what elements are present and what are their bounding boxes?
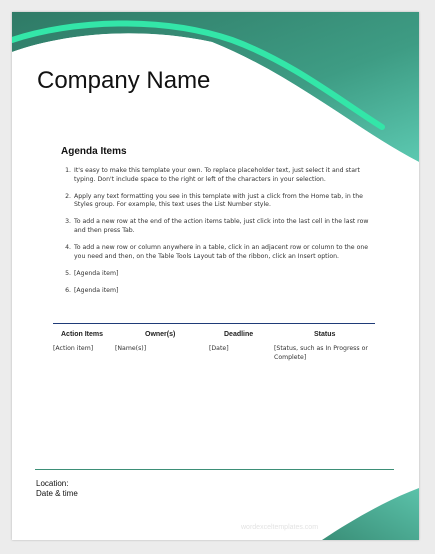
- cell-status[interactable]: [Status, such as In Progress or Complete]: [274, 345, 368, 361]
- agenda-item: 5. [Agenda item]: [73, 270, 378, 279]
- bottom-wave-shape: [322, 488, 419, 540]
- agenda-item: 4. To add a new row or column anywhere in a table, click in an adjacent row or column to the one you need and then, on the Table Tools Layout tab of the ribbon, click an Insert option.: [73, 244, 378, 261]
- footer-info: [36, 479, 78, 499]
- header-owners: Owner(s): [145, 331, 176, 338]
- company-name: Company Name: [37, 67, 211, 94]
- agenda-item: 6. [Agenda item]: [73, 287, 378, 296]
- watermark-text: wordexceltemplates.com: [241, 524, 319, 531]
- cell-action-item[interactable]: [Action item]: [53, 345, 94, 352]
- header-status: Status: [314, 331, 336, 338]
- header-action-items: Action Items: [61, 331, 104, 338]
- agenda-heading: Agenda Items: [61, 146, 127, 157]
- agenda-item: 2. Apply any text formatting you see in this template with just a click from the Home tab, in the Styles group. For example, this text uses the List Number style.: [73, 193, 378, 210]
- location-label: Location:: [36, 479, 69, 488]
- table-top-rule: [53, 323, 375, 324]
- agenda-item: 1. It's easy to make this template your own. To replace placeholder text, just select it and start typing. Don't include space to the right or left of the characters in your selection.: [73, 167, 378, 184]
- document-page: [12, 12, 419, 540]
- date-time-label: Date & time: [36, 489, 78, 498]
- agenda-list: [51, 167, 378, 304]
- agenda-item: 3. To add a new row at the end of the action items table, just click into the last cell in the last row and then press Tab.: [73, 218, 378, 235]
- cell-owners[interactable]: [Name(s)]: [115, 345, 147, 352]
- footer-rule: [35, 469, 394, 470]
- header-deadline: Deadline: [224, 331, 254, 338]
- cell-deadline[interactable]: [Date]: [209, 345, 229, 352]
